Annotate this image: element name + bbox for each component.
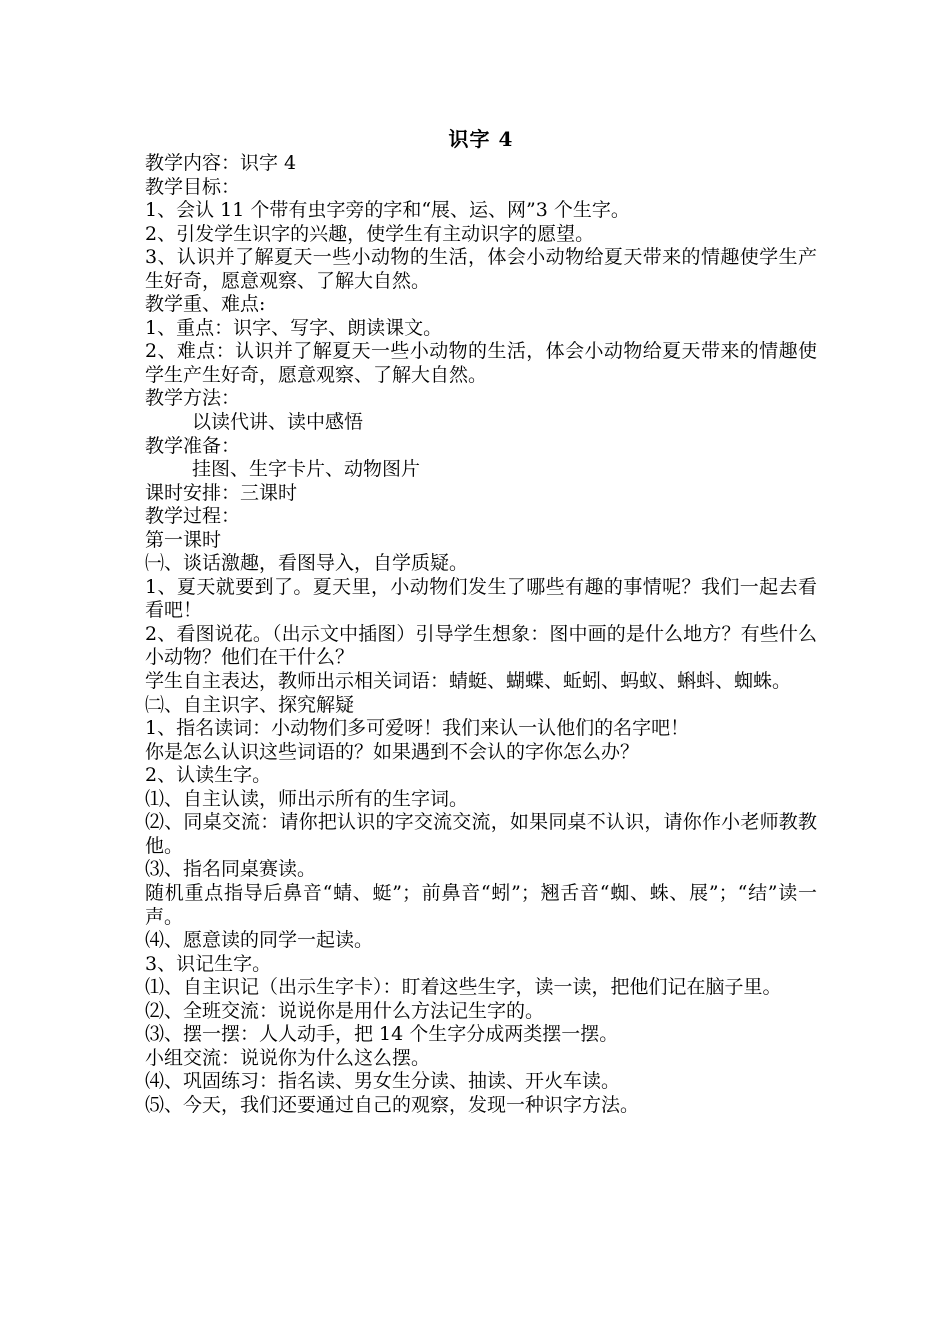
paragraph-line: ㈡、自主识字、探究解疑 (145, 693, 355, 716)
paragraph-line: 1、夏天就要到了。夏天里，小动物们发生了哪些有趣的事情呢？我们一起去看看吧！ (145, 575, 817, 622)
paragraph-line: 教学准备： (145, 434, 241, 457)
paragraph-line: 教学过程： (145, 505, 241, 528)
document-page (145, 126, 817, 1117)
document-body (145, 152, 817, 1117)
paragraph-line: 随机重点指导后鼻音“蜻、蜓”；前鼻音“蚓”；翘舌音“蜘、蛛、展”；“结”读一声。 (145, 881, 817, 928)
paragraph-line: ⑷、愿意读的同学一起读。 (145, 929, 374, 952)
paragraph-line: 1、重点：识字、写字、朗读课文。 (145, 316, 443, 339)
paragraph-line: 1、会认 11 个带有虫字旁的字和“展、运、网”3 个生字。 (145, 199, 630, 222)
paragraph-line: 教学内容：识字 4 (145, 152, 297, 174)
paragraph-line: 3、识记生字。 (145, 952, 272, 975)
paragraph-line: ⑶、摆一摆：人人动手，把 14 个生字分成两类摆一摆。 (145, 1023, 619, 1046)
paragraph-line: ㈠、谈话激趣，看图导入，自学质疑。 (145, 552, 469, 575)
paragraph-line: 教学重、难点: (145, 293, 266, 316)
paragraph-line: ⑷、巩固练习：指名读、男女生分读、抽读、开火车读。 (145, 1070, 621, 1093)
document-title: 识字 4 (448, 127, 514, 151)
paragraph-line: ⑴、自主识记（出示生字卡）：盯着这些生字，读一读，把他们记在脑子里。 (145, 976, 782, 999)
paragraph-line: 你是怎么认识这些词语的？如果遇到不会认的字你怎么办？ (145, 740, 640, 763)
paragraph-line: 教学目标： (145, 175, 241, 198)
paragraph-line: 3、认识并了解夏天一些小动物的生活，体会小动物给夏天带来的情趣使学生产生好奇，愿意观察、了解大自然。 (145, 246, 817, 292)
paragraph-line: ⑵、同桌交流：请你把认识的字交流交流，如果同桌不认识，请你作小老师教教他。 (145, 811, 817, 857)
paragraph-line: ⑶、指名同桌赛读。 (145, 858, 317, 881)
paragraph-line: 课时安排：三课时 (145, 481, 298, 504)
paragraph-line: ⑵、全班交流：说说你是用什么方法记生字的。 (145, 999, 545, 1022)
paragraph-line: 挂图、生字卡片、动物图片 (192, 458, 421, 481)
paragraph-line: 小组交流：说说你为什么这么摆。 (145, 1046, 431, 1069)
paragraph-line: 2、引发学生识字的兴趣，使学生有主动识字的愿望。 (145, 222, 595, 245)
paragraph-line: ⑴、自主认读，师出示所有的生字词。 (145, 787, 469, 810)
paragraph-line: 第一课时 (145, 528, 222, 551)
paragraph-line: ⑸、今天，我们还要通过自己的观察，发现一种识字方法。 (145, 1093, 640, 1116)
paragraph-line: 教学方法： (145, 387, 241, 410)
paragraph-line: 2、难点：认识并了解夏天一些小动物的生活，体会小动物给夏天带来的情趣使学生产生好奇，愿意观察、了解大自然。 (145, 340, 817, 386)
paragraph-line: 2、认读生字。 (145, 764, 272, 787)
paragraph-line: 以读代讲、读中感悟 (192, 411, 364, 434)
paragraph-line: 学生自主表达，教师出示相关词语：蜻蜓、蝴蝶、蚯蚓、蚂蚁、蝌蚪、蜘蛛。 (145, 670, 792, 693)
paragraph-line: 1、指名读词：小动物们多可爱呀！我们来认一认他们的名字吧！ (145, 717, 690, 740)
paragraph-line: 2、看图说花。（出示文中插图）引导学生想象：图中画的是什么地方？有些什么小动物？他们在干什么？ (145, 622, 817, 669)
